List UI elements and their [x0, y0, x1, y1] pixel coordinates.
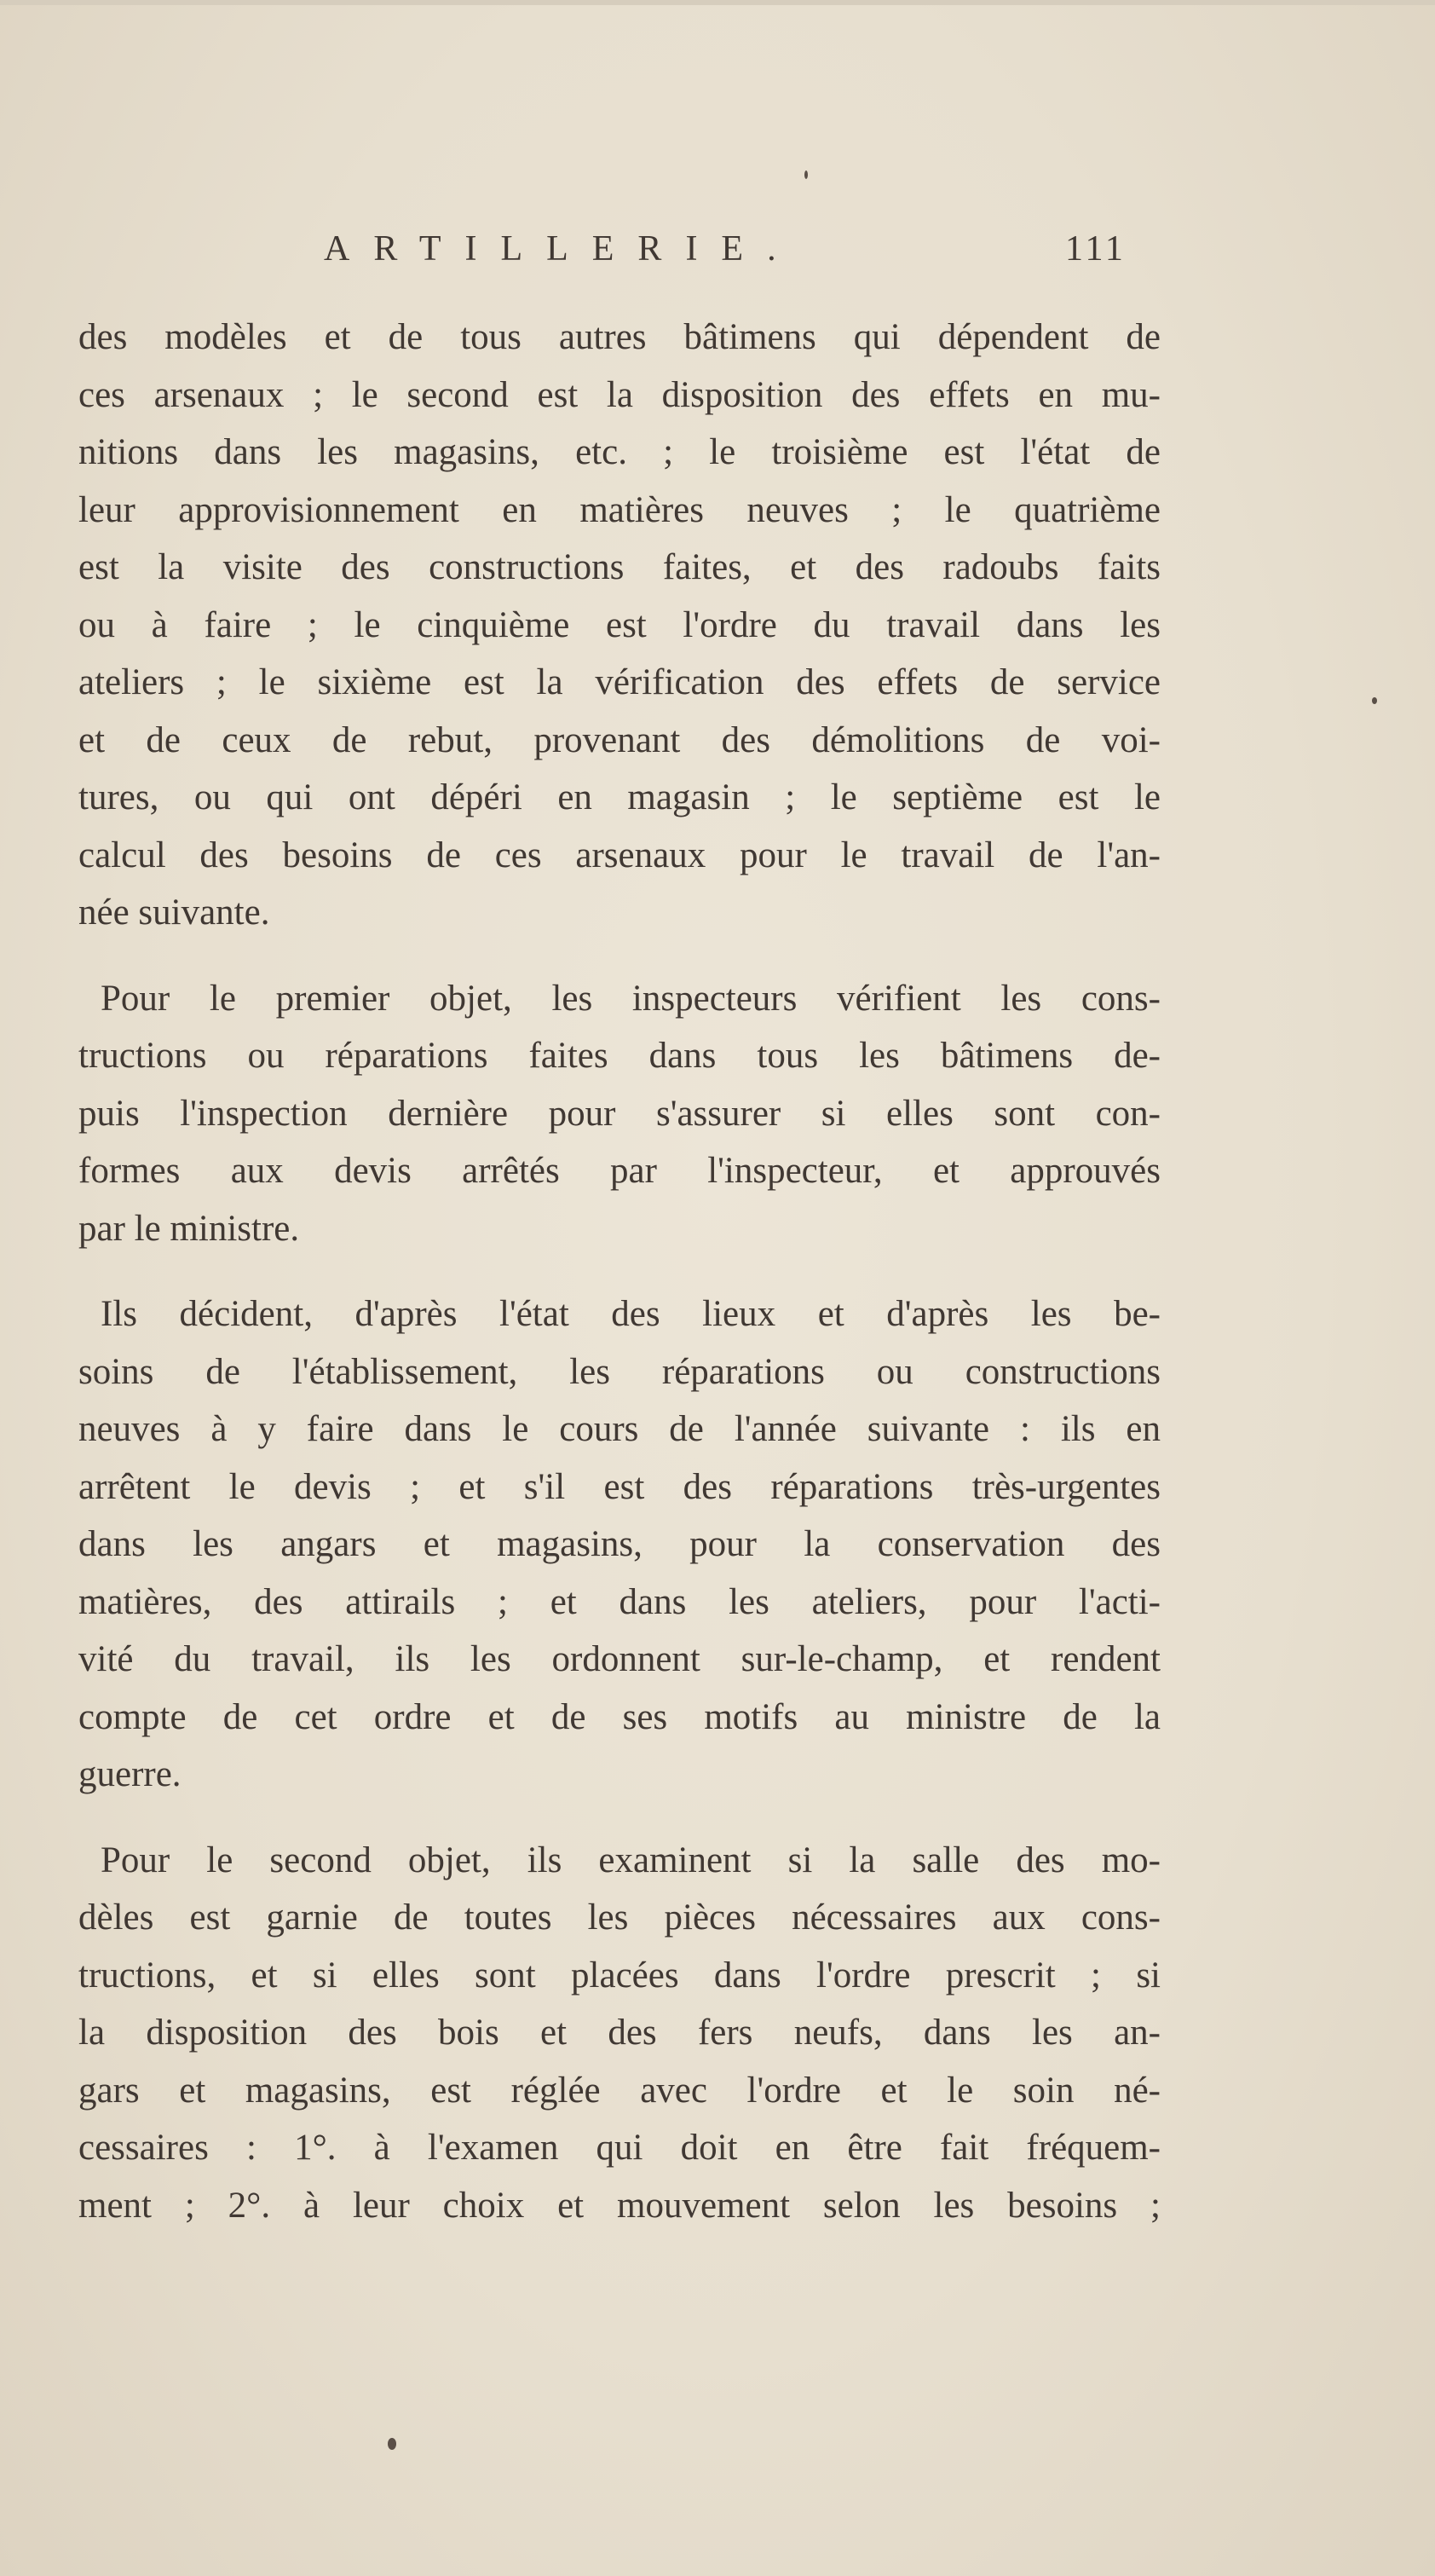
text-line: neuves à y faire dans le cours de l'année suivante : ils en: [78, 1409, 1161, 1449]
text-line: gars et magasins, est réglée avec l'ordre et le soin né-: [78, 2070, 1161, 2111]
page-number: 111: [1065, 229, 1127, 269]
text-line: calcul des besoins de ces arsenaux pour le travail de l'an-: [78, 835, 1161, 875]
text-line: matières, des attirails ; et dans les ateliers, pour l'acti-: [78, 1581, 1161, 1622]
text-line: est la visite des constructions faites, et des radoubs faits: [78, 547, 1161, 587]
paragraph: [78, 1285, 1161, 1804]
text-line: puis l'inspection dernière pour s'assurer si elles sont con-: [78, 1093, 1161, 1134]
paragraph-gap: [78, 1804, 1161, 1832]
ink-speck: [1372, 697, 1377, 704]
text-line: vité du travail, ils les ordonnent sur-le-champ, et rendent: [78, 1639, 1161, 1679]
text-line: tures, ou qui ont dépéri en magasin ; le septième est le: [78, 777, 1161, 817]
text-line: Pour le second objet, ils examinent si la salle des mo-: [101, 1840, 1161, 1880]
text-line: née suivante.: [78, 892, 270, 933]
text-line: formes aux devis arrêtés par l'inspecteur, et approuvés: [78, 1151, 1161, 1191]
running-title: ARTILLERIE.: [324, 229, 800, 269]
text-line: par le ministre.: [78, 1208, 300, 1249]
text-line: la disposition des bois et des fers neufs, dans les an-: [78, 2013, 1161, 2053]
text-line: Ils décident, d'après l'état des lieux et d'après les be-: [101, 1294, 1161, 1334]
text-line: leur approvisionnement en matières neuves ; le quatrième: [78, 489, 1161, 530]
text-line: ment ; 2°. à leur choix et mouvement selon les besoins ;: [78, 2185, 1161, 2226]
paragraph-gap: [78, 942, 1161, 970]
text-line: dèles est garnie de toutes les pièces nécessaires aux cons-: [78, 1897, 1161, 1938]
text-line: ateliers ; le sixième est la vérification des effets de service: [78, 662, 1161, 702]
text-line: et de ceux de rebut, provenant des démolitions de voi-: [78, 719, 1161, 760]
ink-speck: [804, 170, 808, 179]
text-line: ces arsenaux ; le second est la disposition des effets en mu-: [78, 374, 1161, 415]
text-line: tructions, et si elles sont placées dans l'ordre prescrit ; si: [78, 1955, 1161, 1996]
text-line: dans les angars et magasins, pour la conservation des: [78, 1524, 1161, 1564]
text-line: compte de cet ordre et de ses motifs au ministre de la: [78, 1696, 1161, 1737]
text-line: tructions ou réparations faites dans tous les bâtimens de-: [78, 1036, 1161, 1076]
text-line: guerre.: [78, 1754, 182, 1794]
page-top-edge: [0, 0, 1435, 5]
text-line: Pour le premier objet, les inspecteurs vérifient les cons-: [101, 978, 1161, 1019]
ink-speck: [388, 2438, 396, 2450]
paragraph: [78, 970, 1161, 1258]
paragraph-gap: [78, 1257, 1161, 1285]
text-line: arrêtent le devis ; et s'il est des réparations très-urgentes: [78, 1466, 1161, 1507]
paragraph: [78, 309, 1161, 942]
text-line: nitions dans les magasins, etc. ; le troisième est l'état de: [78, 432, 1161, 472]
text-line: cessaires : 1°. à l'examen qui doit en être fait fréquem-: [78, 2128, 1161, 2168]
paragraph: [78, 1832, 1161, 2235]
text-line: ou à faire ; le cinquième est l'ordre du travail dans les: [78, 604, 1161, 645]
text-line: soins de l'établissement, les réparations ou constructions: [78, 1351, 1161, 1392]
running-head: [0, 228, 1435, 288]
body-text: [78, 309, 1161, 2234]
text-line: des modèles et de tous autres bâtimens qui dépendent de: [78, 317, 1161, 357]
